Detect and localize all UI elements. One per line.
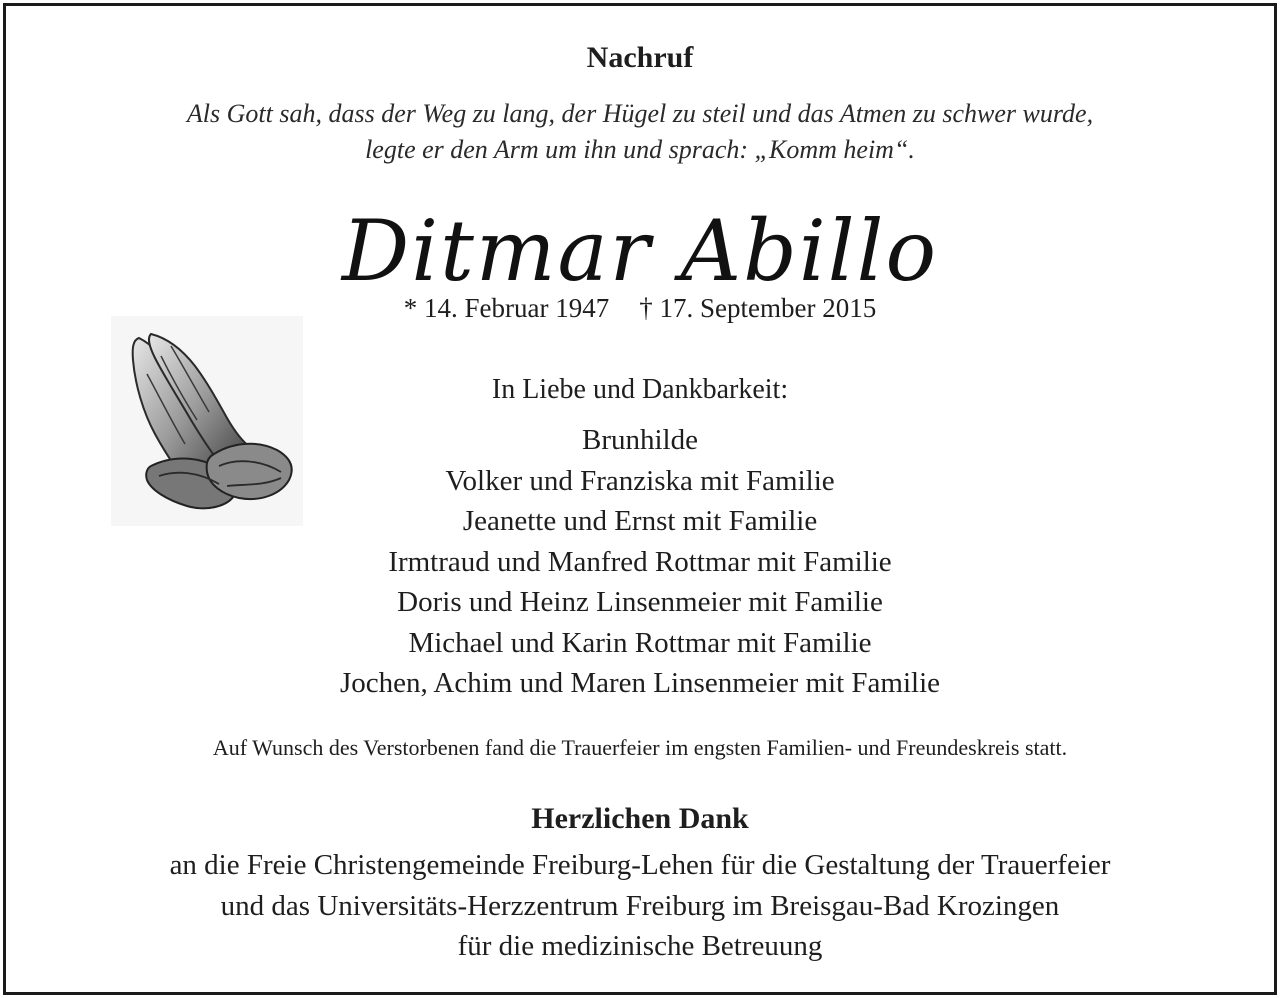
thanks-line: für die medizinische Betreuung (457, 930, 823, 962)
mourners-list (6, 420, 1274, 704)
mourning-intro: In Liebe und Dankbarkeit: (491, 374, 789, 405)
thanks-line: an die Freie Christengemeinde Freiburg-Lehen für die Gestaltung der Trauerfeier (169, 849, 1111, 881)
funeral-notice: Auf Wunsch des Verstorbenen fand die Trauerfeier im engsten Familien- und Freundeskreis statt. (212, 735, 1068, 760)
mourner-line: Jochen, Achim und Maren Linsenmeier mit Familie (339, 667, 940, 699)
mourner-line: Irmtraud und Manfred Rottmar mit Familie (388, 545, 892, 578)
death-date: † 17. September 2015 (639, 293, 877, 323)
thanks-text (6, 845, 1274, 967)
quote-line-1: Als Gott sah, dass der Weg zu lang, der Hügel zu steil und das Atmen zu schwer wurde, (186, 99, 1094, 128)
thanks-line: und das Universitäts-Herzzentrum Freiburg im Breisgau-Bad Krozingen (220, 889, 1060, 922)
deceased-name: Ditmar Abillo (341, 202, 939, 300)
obituary-card (3, 3, 1277, 995)
mourner-line: Doris und Heinz Linsenmeier mit Familie (397, 586, 883, 618)
mourner-line: Brunhilde (582, 424, 698, 456)
thanks-heading: Herzlichen Dank (531, 802, 749, 835)
quote-line-2: legte er den Arm um ihn und sprach: „Komm heim“. (365, 135, 915, 164)
birth-date: * 14. Februar 1947 (403, 293, 610, 323)
obituary-heading: Nachruf (586, 41, 694, 74)
mourner-line: Jeanette und Ernst mit Familie (462, 505, 818, 537)
mourner-line: Michael und Karin Rottmar mit Familie (408, 626, 872, 659)
mourner-line: Volker und Franziska mit Familie (445, 464, 835, 497)
